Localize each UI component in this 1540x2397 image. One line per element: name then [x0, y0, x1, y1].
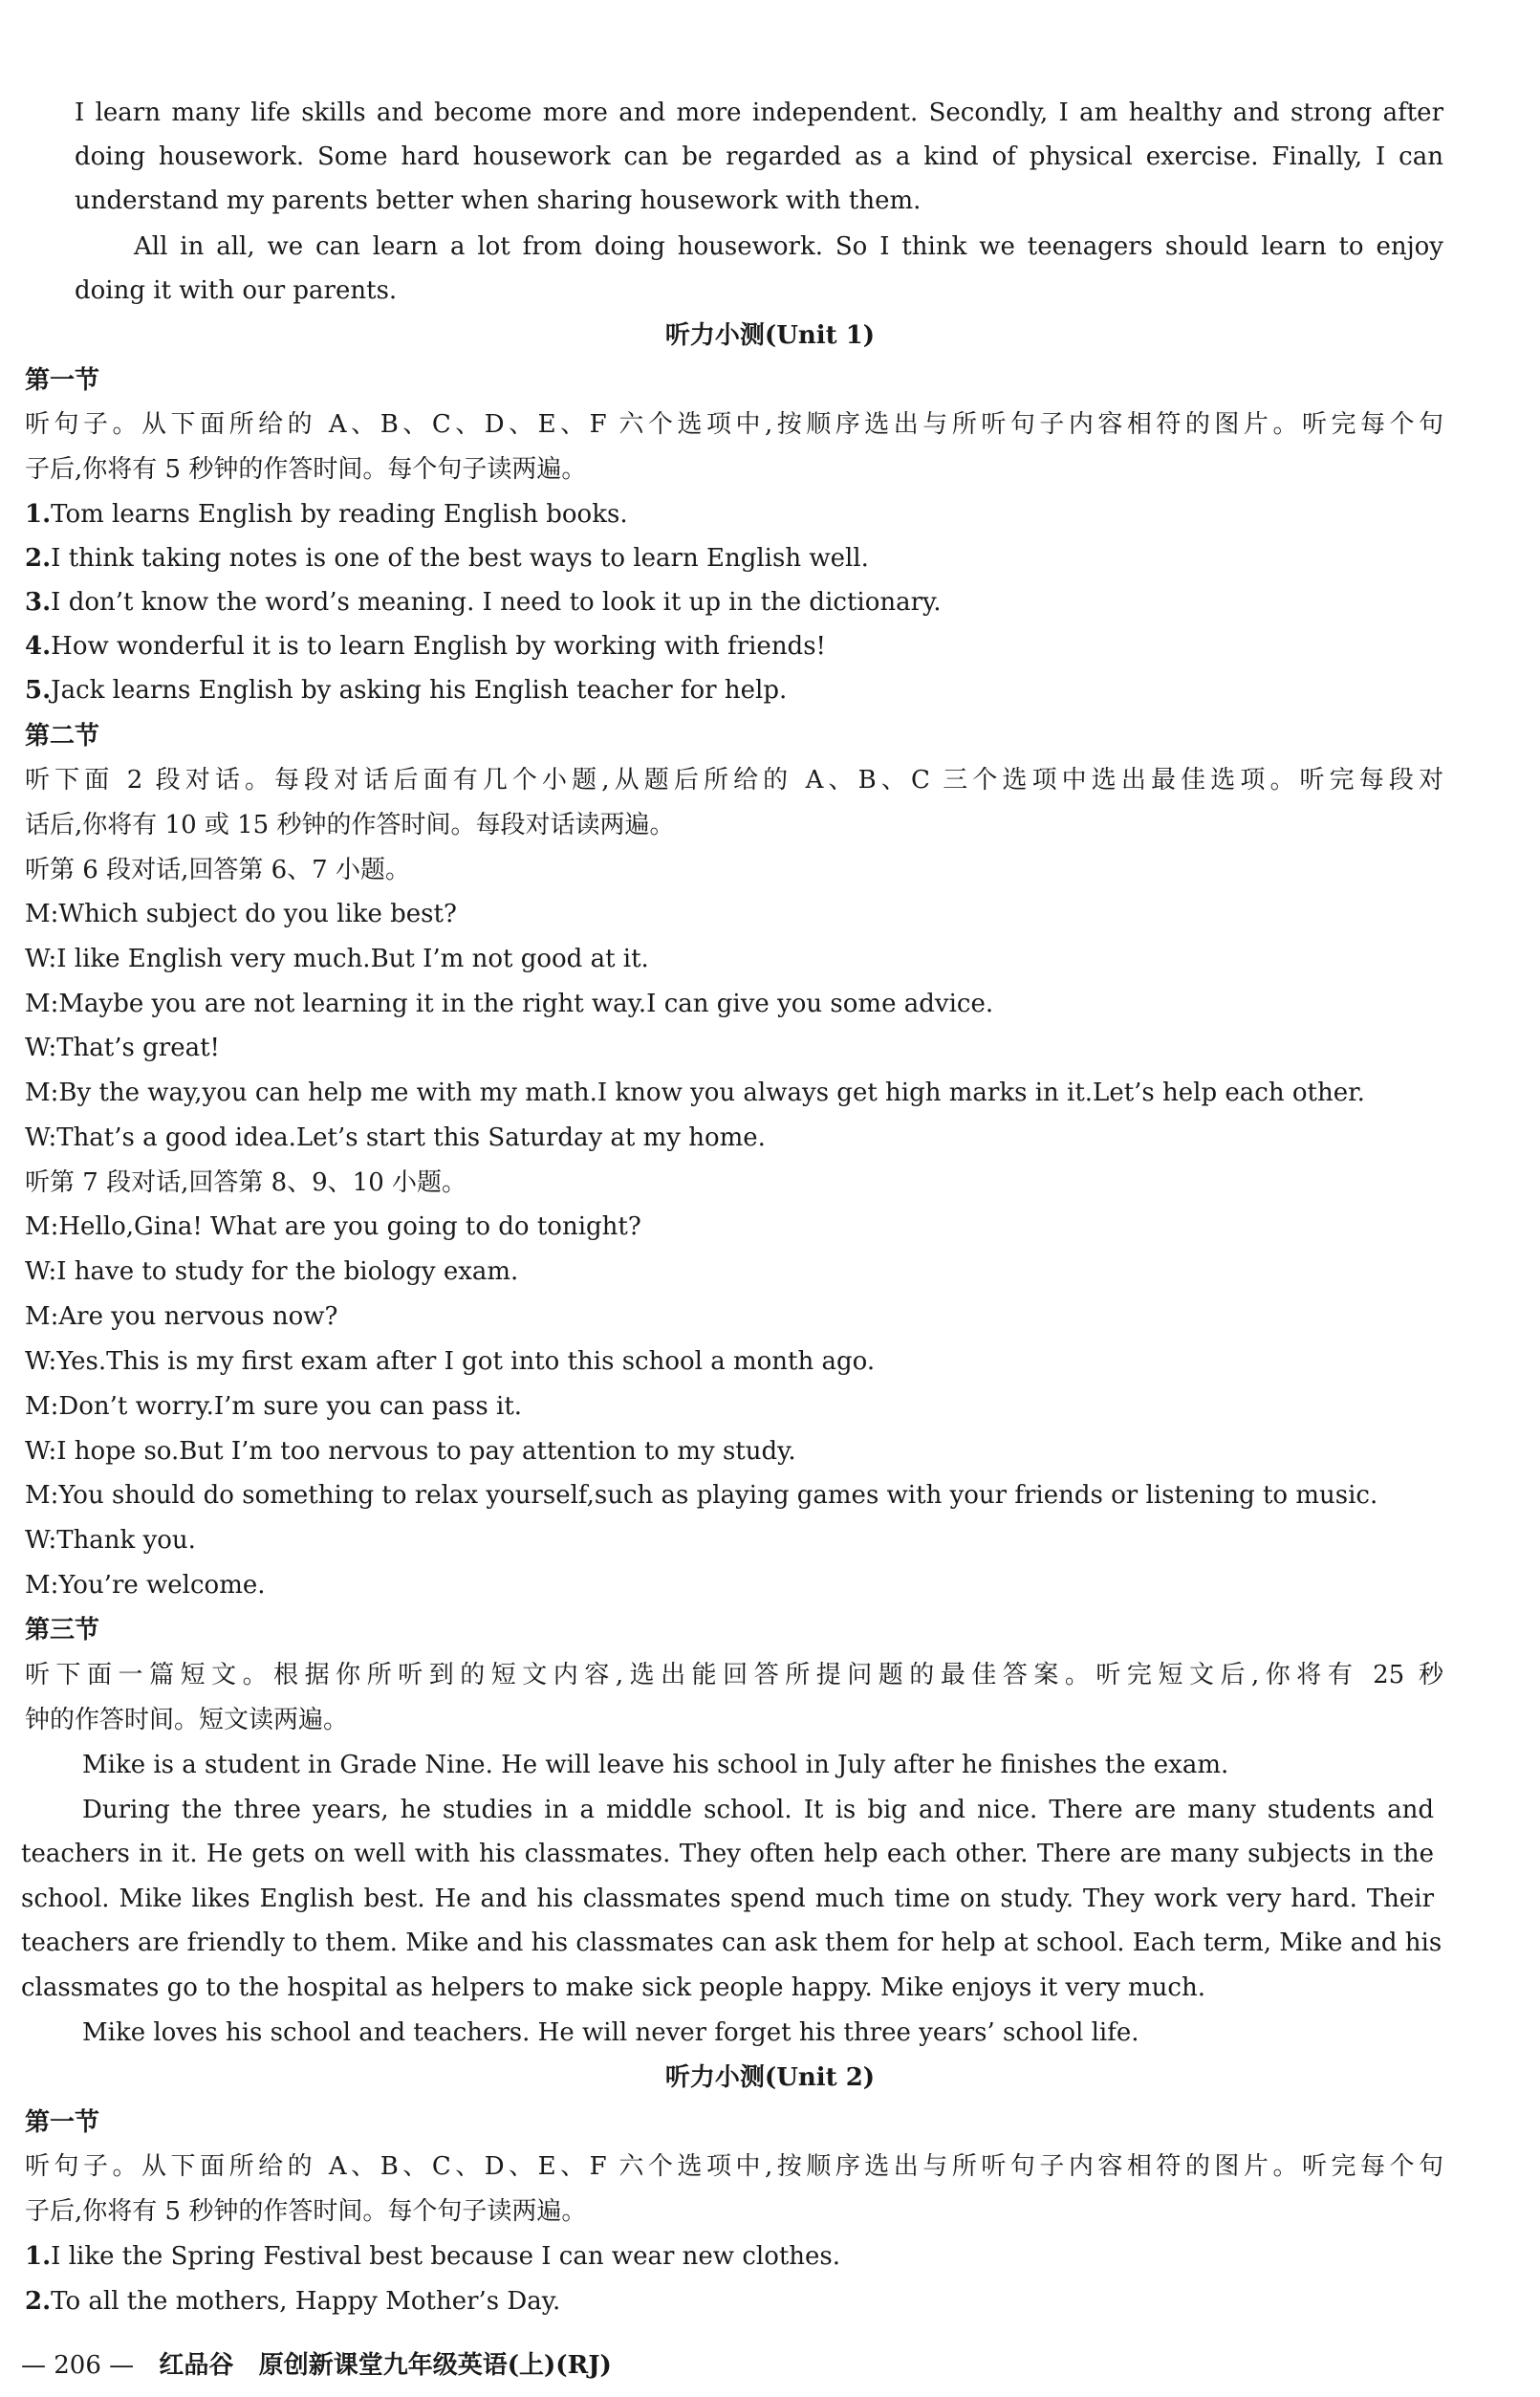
essay-line: All in all, we can learn a lot from doing housework. So I think we teenagers should learn to enjoy [134, 232, 1443, 261]
passage-line: school. Mike likes English best. He and his classmates spend much time on study. They work very hard. Their [21, 1885, 1434, 1913]
dialog-line: M:Maybe you are not learning it in the right way.I can give you some advice. [25, 990, 994, 1018]
passage-line: teachers are friendly to them. Mike and his classmates can ask them for help at school. Each term, Mike and his [21, 1928, 1442, 1957]
dialog-line: W:Yes.This is my first exam after I got into this school a month ago. [25, 1347, 876, 1376]
list-item: 2.To all the mothers, Happy Mother’s Day. [25, 2287, 561, 2316]
list-item: 5.Jack learns English by asking his English teacher for help. [25, 676, 788, 705]
passage-line: teachers in it. He gets on well with his classmates. They often help each other. There are many subjects in the [21, 1840, 1434, 1868]
dialog-line: W:I like English very much.But I’m not good at it. [25, 945, 649, 973]
essay-line: understand my parents better when sharing housework with them. [75, 186, 922, 215]
dialog-line: W:I have to study for the biology exam. [25, 1257, 519, 1286]
essay-line: I learn many life skills and become more and more independent. Secondly, I am healthy and strong after [75, 98, 1443, 127]
unit2-section1-instructions: 听句子。从下面所给的 A、B、C、D、E、F 六个选项中,按顺序选出与所听句子内容相符的图片。听完每个句 [25, 2152, 1443, 2181]
unit2-section1-heading: 第一节 [25, 2108, 100, 2137]
book-title: 原创新课堂九年级英语(上)(RJ) [258, 2351, 612, 2380]
unit1-section3-instructions: 钟的作答时间。短文读两遍。 [25, 1706, 349, 1734]
dialog-line: M:Hello,Gina! What are you going to do tonight? [25, 1212, 641, 1241]
list-item: 3.I don’t know the word’s meaning. I need to look it up in the dictionary. [25, 588, 942, 617]
list-item: 2.I think taking notes is one of the best ways to learn English well. [25, 544, 869, 573]
page-footer [21, 2350, 612, 2381]
list-item: 1.I like the Spring Festival best because I can wear new clothes. [25, 2242, 841, 2271]
unit1-title: 听力小测(Unit 1) [664, 321, 876, 350]
list-item: 1.Tom learns English by reading English books. [25, 500, 628, 529]
unit1-section1-heading: 第一节 [25, 366, 100, 395]
unit1-section2-instructions: 听下面 2 段对话。每段对话后面有几个小题,从题后所给的 A、B、C 三个选项中选出最佳选项。听完每段对 [25, 766, 1443, 795]
unit1-section2-instructions: 话后,你将有 10 或 15 秒钟的作答时间。每段对话读两遍。 [25, 811, 675, 839]
dialog-line: M:You’re welcome. [25, 1571, 266, 1600]
dialog-line: M:Are you nervous now? [25, 1302, 338, 1331]
unit2-section1-instructions: 子后,你将有 5 秒钟的作答时间。每个句子读两遍。 [25, 2197, 587, 2226]
unit2-title: 听力小测(Unit 2) [664, 2063, 876, 2092]
passage-line: classmates go to the hospital as helpers to make sick people happy. Mike enjoys it very much. [21, 1973, 1205, 2002]
essay-line: doing housework. Some hard housework can be regarded as a kind of physical exercise. Finally, I can [75, 142, 1443, 171]
dialog-line: M:Don’t worry.I’m sure you can pass it. [25, 1392, 523, 1421]
unit1-section3-instructions: 听下面一篇短文。根据你所听到的短文内容,选出能回答所提问题的最佳答案。听完短文后,你将有 25 秒 [25, 1661, 1443, 1689]
passage-line: During the three years, he studies in a middle school. It is big and nice. There are many students and [82, 1796, 1434, 1824]
essay-line: doing it with our parents. [75, 276, 398, 305]
dialog-line: W:That’s a good idea.Let’s start this Saturday at my home. [25, 1123, 766, 1152]
unit1-section1-instructions: 听句子。从下面所给的 A、B、C、D、E、F 六个选项中,按顺序选出与所听句子内容相符的图片。听完每个句 [25, 410, 1443, 439]
passage-line: Mike loves his school and teachers. He will never forget his three years’ school life. [82, 2018, 1139, 2047]
page-number: — 206 — [21, 2351, 135, 2380]
dialog-line: M:You should do something to relax yourself,such as playing games with your friends or listening to music. [25, 1481, 1378, 1510]
unit1-section1-instructions: 子后,你将有 5 秒钟的作答时间。每个句子读两遍。 [25, 455, 587, 484]
dialog-line: W:I hope so.But I’m too nervous to pay attention to my study. [25, 1437, 796, 1466]
list-item: 4.How wonderful it is to learn English by working with friends! [25, 632, 826, 661]
dialog-line: W:Thank you. [25, 1526, 196, 1555]
dialog-line: M:By the way,you can help me with my math.I know you always get high marks in it.Let’s help each other. [25, 1079, 1365, 1107]
dialog-line: M:Which subject do you like best? [25, 900, 457, 928]
unit1-section3-heading: 第三节 [25, 1616, 100, 1645]
unit1-section2-heading: 第二节 [25, 722, 100, 751]
dialog-line: W:That’s great! [25, 1034, 220, 1062]
passage-line: Mike is a student in Grade Nine. He will leave his school in July after he finishes the exam. [82, 1751, 1229, 1779]
publisher-brand: 红品谷 [159, 2351, 234, 2380]
dialog7-intro: 听第 7 段对话,回答第 8、9、10 小题。 [25, 1168, 467, 1197]
dialog6-intro: 听第 6 段对话,回答第 6、7 小题。 [25, 856, 410, 884]
